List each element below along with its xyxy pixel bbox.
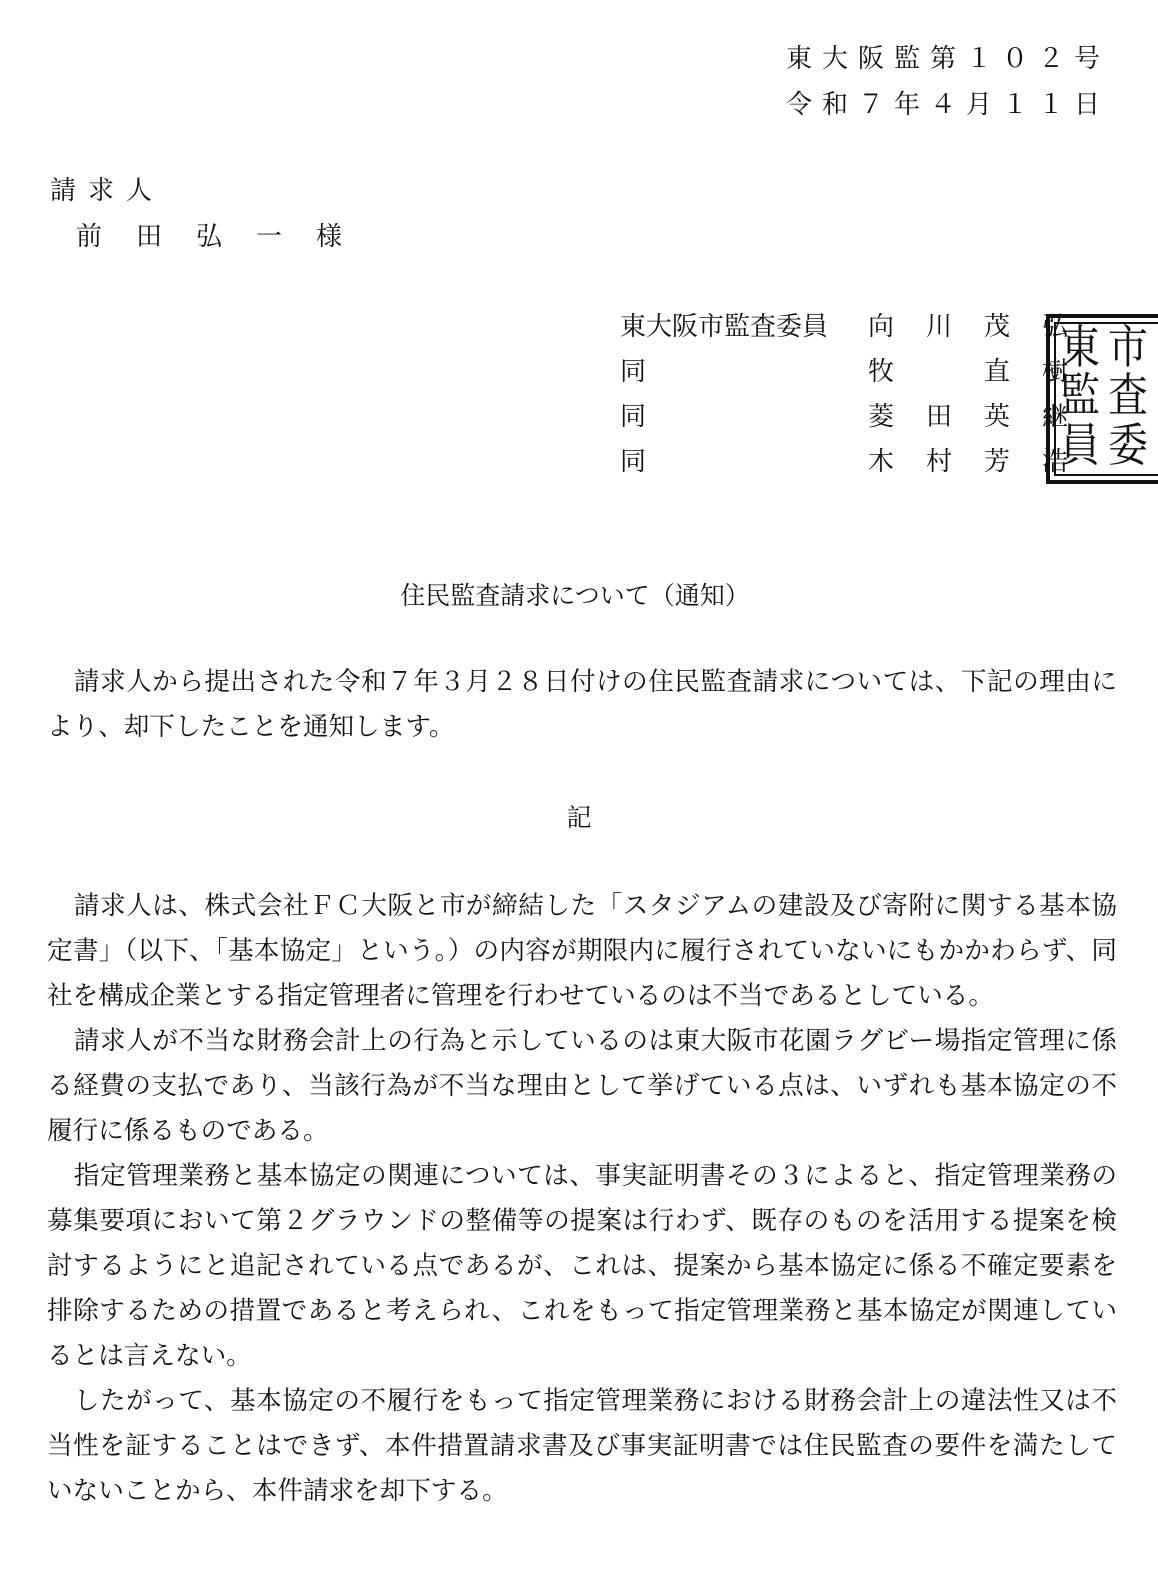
issuer-name-char: 弘 [1042, 312, 1069, 342]
official-seal-stamp [1046, 314, 1158, 484]
reasons-block [47, 884, 1117, 1514]
seal-char: 市 [1108, 321, 1148, 375]
intro-paragraph: 請求人から提出された令和７年３月２８日付けの住民監査請求については、下記の理由により、却下したことを通知します。 [47, 667, 1117, 742]
issuer-name-char: 菱 [868, 402, 895, 432]
addressee-name: 前田弘一様 [76, 222, 377, 252]
issuer-name-char: 継 [1042, 402, 1069, 432]
seal-char: 東 [1060, 321, 1100, 375]
subject-title: 住民監査請求について（通知） [400, 581, 750, 610]
issuer-name-char: 樹 [1042, 357, 1069, 387]
document-date: 令和７年４月１１日 [785, 90, 1110, 120]
reason-paragraph: 指定管理業務と基本協定の関連については、事実証明書その３によると、指定管理業務の募集要項において第２グラウンドの整備等の提案は行わず、既存のものを活用する提案を検討するようにと追記されている点であるが、これは、提案から基本協定に係る不確定要素を排除するための措置であると考えられ、これをもって指定管理業務と基本協定が関連しているとは言えない。 [47, 1161, 1117, 1371]
issuer-title: 東大阪市監査委員 [620, 312, 829, 342]
reason-paragraph: 請求人が不当な財務会計上の行為と示しているのは東大阪市花園ラグビー場指定管理に係る経費の支払であり、当該行為が不当な理由として挙げている点は、いずれも基本協定の不履行に係るものである。 [47, 1026, 1117, 1146]
seal-char: 委 [1108, 419, 1148, 473]
issuer-name-char: 木 [868, 447, 895, 477]
issuer-title: 同 [620, 447, 647, 477]
ki-heading: 記 [566, 803, 592, 832]
issuer-name-char [926, 351, 984, 388]
issuer-name-char: 牧 [868, 357, 895, 387]
reason-paragraph: したがって、基本協定の不履行をもって指定管理業務における財務会計上の違法性又は不当性を証することはできず、本件措置請求書及び事実証明書では住民監査の要件を満たしていないことから、本件請求を却下する。 [47, 1386, 1117, 1506]
seal-char: 員 [1060, 419, 1100, 473]
issuer-name-char: 村 [926, 447, 953, 477]
issuer-name-char: 川 [926, 312, 953, 342]
seal-char: 査 [1108, 369, 1148, 423]
issuer-name-char: 英 [984, 402, 1011, 432]
issuer-name-char: 直 [984, 357, 1011, 387]
intro-paragraph-block [47, 660, 1117, 750]
issuer-title: 同 [620, 357, 647, 387]
issuer-name-char: 向 [868, 312, 895, 342]
issuer-title: 同 [620, 402, 647, 432]
document-subject [0, 576, 1158, 612]
addressee-label: 請求人 [50, 176, 165, 206]
issuer-name-char: 芳 [984, 447, 1011, 477]
issuer-name-char: 田 [926, 402, 953, 432]
document-number: 東大阪監第１０２号 [785, 44, 1110, 74]
seal-char: 監 [1060, 369, 1100, 423]
issuer-name-char: 浩 [1042, 447, 1069, 477]
reason-paragraph: 請求人は、株式会社ＦＣ大阪と市が締結した「スタジアムの建設及び寄附に関する基本協定書」（以下、「基本協定」という。）の内容が期限内に履行されていないにもかかわらず、同社を構成企業とする指定管理者に管理を行わせているのは不当であるとしている。 [47, 891, 1117, 1011]
issuer-name-char: 茂 [984, 312, 1011, 342]
